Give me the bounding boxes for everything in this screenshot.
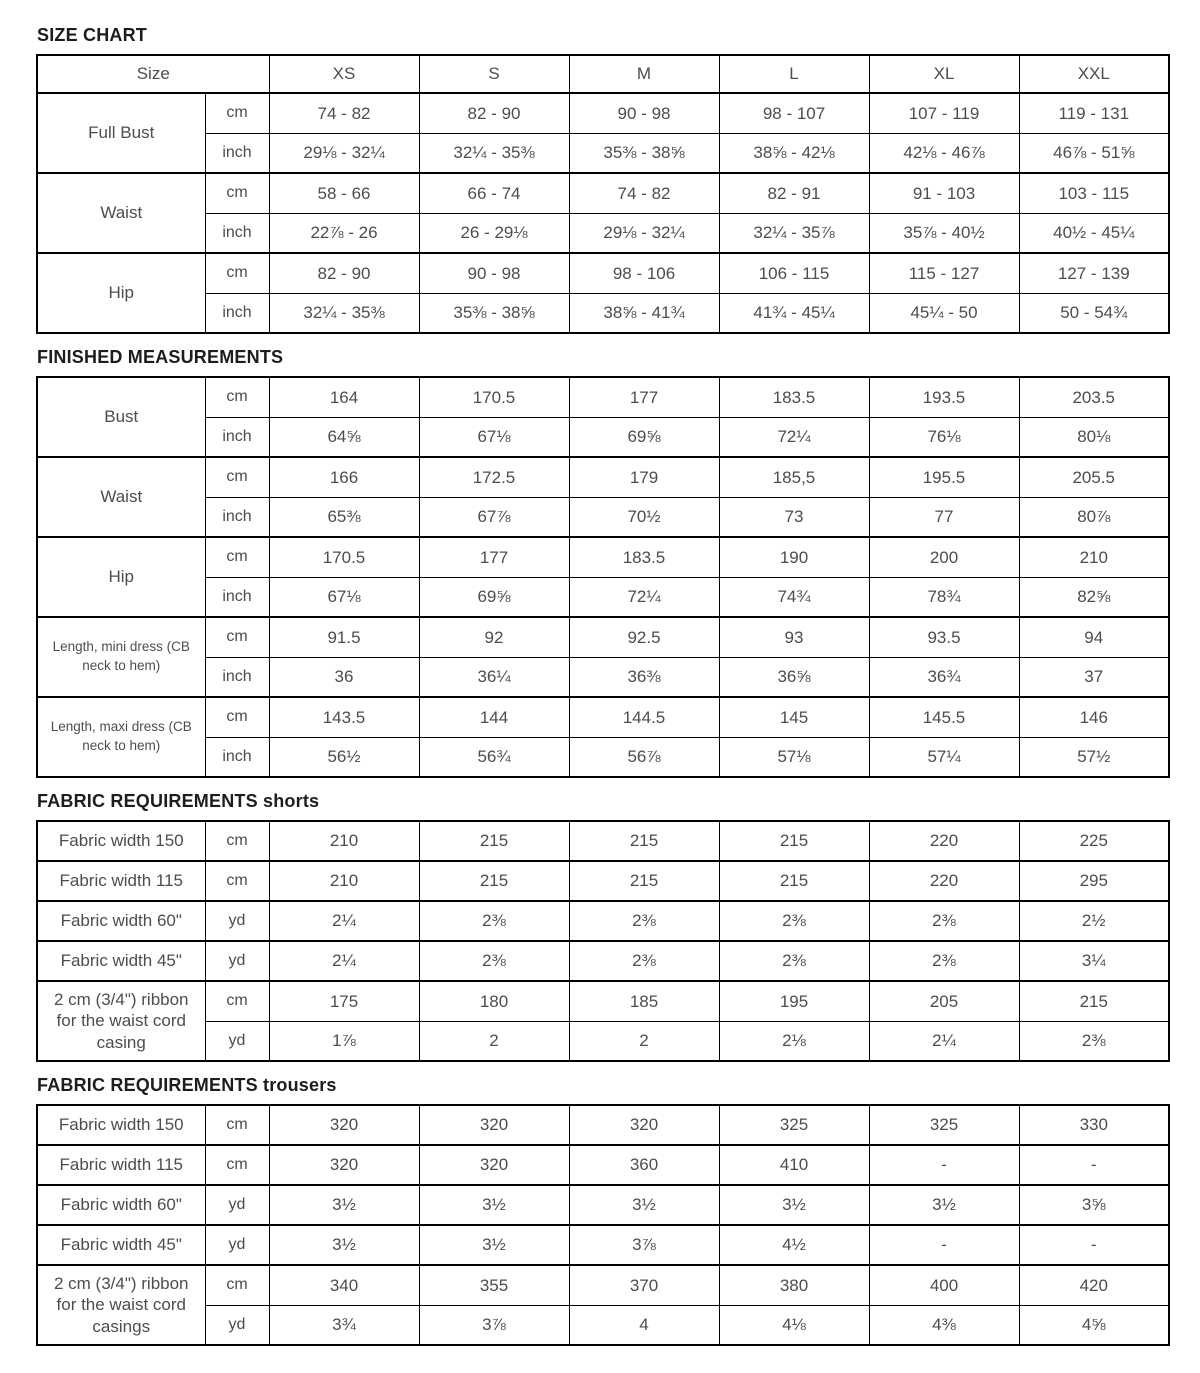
size-header-row xyxy=(37,55,1169,93)
value-cell: 185 xyxy=(569,981,719,1021)
value-cell: 215 xyxy=(719,861,869,901)
value-cell: 170.5 xyxy=(269,537,419,577)
section-fabric-requirements-trousers xyxy=(36,1075,1168,1346)
value-cell: 215 xyxy=(569,821,719,861)
row-label-cell: Hip xyxy=(37,537,205,617)
value-cell: 3⅝ xyxy=(1019,1185,1169,1225)
unit-cell: cm xyxy=(205,253,269,293)
size-chart-table xyxy=(36,54,1170,334)
value-cell: 3¼ xyxy=(1019,941,1169,981)
value-cell: 72¼ xyxy=(569,577,719,617)
value-cell: 106 - 115 xyxy=(719,253,869,293)
unit-cell: inch xyxy=(205,657,269,697)
value-cell: 420 xyxy=(1019,1265,1169,1305)
value-cell: 29⅛ - 32¼ xyxy=(569,213,719,253)
section-size-chart xyxy=(36,25,1168,334)
table-row xyxy=(37,941,1169,981)
unit-cell: inch xyxy=(205,133,269,173)
table-row xyxy=(37,293,1169,333)
value-cell: 66 - 74 xyxy=(419,173,569,213)
value-cell: 205 xyxy=(869,981,1019,1021)
value-cell: 2¼ xyxy=(269,941,419,981)
row-label-cell: Fabric width 45" xyxy=(37,1225,205,1265)
value-cell: 166 xyxy=(269,457,419,497)
value-cell: 183.5 xyxy=(719,377,869,417)
table-row xyxy=(37,1145,1169,1185)
value-cell: 320 xyxy=(419,1145,569,1185)
unit-cell: cm xyxy=(205,377,269,417)
value-cell: 36⅜ xyxy=(569,657,719,697)
value-cell: 203.5 xyxy=(1019,377,1169,417)
table-row xyxy=(37,377,1169,417)
value-cell: 82 - 90 xyxy=(419,93,569,133)
value-cell: 380 xyxy=(719,1265,869,1305)
size-header-cell: XL xyxy=(869,55,1019,93)
value-cell: 2⅜ xyxy=(419,901,569,941)
value-cell: 103 - 115 xyxy=(1019,173,1169,213)
value-cell: 98 - 107 xyxy=(719,93,869,133)
table-row xyxy=(37,1021,1169,1061)
table-row xyxy=(37,657,1169,697)
value-cell: 32¼ - 35⅜ xyxy=(269,293,419,333)
unit-cell: yd xyxy=(205,1225,269,1265)
value-cell: 295 xyxy=(1019,861,1169,901)
table-row xyxy=(37,417,1169,457)
value-cell: - xyxy=(869,1225,1019,1265)
value-cell: 3½ xyxy=(719,1185,869,1225)
section-finished-measurements xyxy=(36,347,1168,778)
row-label-cell: 2 cm (3/4") ribbon for the waist cord casings xyxy=(37,1265,205,1345)
value-cell: - xyxy=(1019,1145,1169,1185)
value-cell: 3½ xyxy=(269,1185,419,1225)
value-cell: 2½ xyxy=(1019,901,1169,941)
size-header-cell: XXL xyxy=(1019,55,1169,93)
value-cell: 2⅛ xyxy=(719,1021,869,1061)
unit-cell: inch xyxy=(205,577,269,617)
value-cell: 215 xyxy=(419,821,569,861)
size-header-cell: XS xyxy=(269,55,419,93)
unit-cell: cm xyxy=(205,1265,269,1305)
row-label-cell: Fabric width 115 xyxy=(37,861,205,901)
value-cell: 2¼ xyxy=(869,1021,1019,1061)
value-cell: 2⅜ xyxy=(719,901,869,941)
value-cell: 320 xyxy=(569,1105,719,1145)
unit-cell: cm xyxy=(205,93,269,133)
value-cell: 90 - 98 xyxy=(569,93,719,133)
value-cell: 45¼ - 50 xyxy=(869,293,1019,333)
value-cell: 210 xyxy=(269,821,419,861)
value-cell: 177 xyxy=(569,377,719,417)
row-label-cell: Fabric width 60" xyxy=(37,901,205,941)
value-cell: 200 xyxy=(869,537,1019,577)
value-cell: 320 xyxy=(419,1105,569,1145)
value-cell: 37 xyxy=(1019,657,1169,697)
value-cell: 29⅛ - 32¼ xyxy=(269,133,419,173)
value-cell: 35⅞ - 40½ xyxy=(869,213,1019,253)
value-cell: 175 xyxy=(269,981,419,1021)
value-cell: 360 xyxy=(569,1145,719,1185)
value-cell: 225 xyxy=(1019,821,1169,861)
value-cell: 69⅝ xyxy=(569,417,719,457)
value-cell: 70½ xyxy=(569,497,719,537)
unit-cell: cm xyxy=(205,173,269,213)
value-cell: 107 - 119 xyxy=(869,93,1019,133)
table-row xyxy=(37,173,1169,213)
value-cell: 4⅛ xyxy=(719,1305,869,1345)
value-cell: 210 xyxy=(269,861,419,901)
row-label-cell: Fabric width 150 xyxy=(37,1105,205,1145)
value-cell: 38⅝ - 42⅛ xyxy=(719,133,869,173)
value-cell: 42⅛ - 46⅞ xyxy=(869,133,1019,173)
value-cell: 195 xyxy=(719,981,869,1021)
section-fabric-requirements-shorts xyxy=(36,791,1168,1062)
value-cell: 82 - 91 xyxy=(719,173,869,213)
value-cell: 38⅝ - 41¾ xyxy=(569,293,719,333)
value-cell: 73 xyxy=(719,497,869,537)
table-row xyxy=(37,1185,1169,1225)
value-cell: 36 xyxy=(269,657,419,697)
value-cell: 58 - 66 xyxy=(269,173,419,213)
value-cell: 57¼ xyxy=(869,737,1019,777)
finished-measurements-heading: FINISHED MEASUREMENTS xyxy=(37,347,284,367)
size-chart-heading: SIZE CHART xyxy=(37,25,147,45)
row-label-cell: Hip xyxy=(37,253,205,333)
value-cell: 215 xyxy=(719,821,869,861)
row-label-cell: Length, mini dress (CB neck to hem) xyxy=(37,617,205,697)
unit-cell: cm xyxy=(205,537,269,577)
value-cell: 3½ xyxy=(269,1225,419,1265)
value-cell: 2⅜ xyxy=(569,941,719,981)
unit-cell: cm xyxy=(205,1105,269,1145)
row-label-cell: Full Bust xyxy=(37,93,205,173)
value-cell: 76⅛ xyxy=(869,417,1019,457)
value-cell: 177 xyxy=(419,537,569,577)
table-row xyxy=(37,457,1169,497)
table-row xyxy=(37,537,1169,577)
value-cell: 3½ xyxy=(869,1185,1019,1225)
table-row xyxy=(37,213,1169,253)
value-cell: 91 - 103 xyxy=(869,173,1019,213)
value-cell: 41¾ - 45¼ xyxy=(719,293,869,333)
unit-cell: cm xyxy=(205,981,269,1021)
value-cell: 2 xyxy=(569,1021,719,1061)
value-cell: 172.5 xyxy=(419,457,569,497)
value-cell: 22⅞ - 26 xyxy=(269,213,419,253)
value-cell: 3½ xyxy=(419,1225,569,1265)
value-cell: 179 xyxy=(569,457,719,497)
value-cell: 92.5 xyxy=(569,617,719,657)
unit-cell: yd xyxy=(205,1021,269,1061)
value-cell: 325 xyxy=(719,1105,869,1145)
value-cell: 190 xyxy=(719,537,869,577)
fabric-requirements-shorts-table xyxy=(36,820,1170,1062)
unit-cell: cm xyxy=(205,861,269,901)
value-cell: 3½ xyxy=(569,1185,719,1225)
value-cell: 320 xyxy=(269,1105,419,1145)
value-cell: 4⅝ xyxy=(1019,1305,1169,1345)
value-cell: 3⅞ xyxy=(569,1225,719,1265)
size-header-cell: L xyxy=(719,55,869,93)
value-cell: 2⅜ xyxy=(719,941,869,981)
unit-cell: cm xyxy=(205,617,269,657)
value-cell: 67⅞ xyxy=(419,497,569,537)
value-cell: 4½ xyxy=(719,1225,869,1265)
value-cell: 410 xyxy=(719,1145,869,1185)
value-cell: 340 xyxy=(269,1265,419,1305)
value-cell: 146 xyxy=(1019,697,1169,737)
value-cell: 35⅜ - 38⅝ xyxy=(419,293,569,333)
table-row xyxy=(37,497,1169,537)
value-cell: 93 xyxy=(719,617,869,657)
value-cell: 57⅛ xyxy=(719,737,869,777)
value-cell: 193.5 xyxy=(869,377,1019,417)
table-row xyxy=(37,1225,1169,1265)
value-cell: 94 xyxy=(1019,617,1169,657)
unit-cell: inch xyxy=(205,737,269,777)
value-cell: 215 xyxy=(1019,981,1169,1021)
value-cell: 64⅝ xyxy=(269,417,419,457)
value-cell: 119 - 131 xyxy=(1019,93,1169,133)
value-cell: 32¼ - 35⅜ xyxy=(419,133,569,173)
value-cell: 370 xyxy=(569,1265,719,1305)
value-cell: 46⅞ - 51⅝ xyxy=(1019,133,1169,173)
value-cell: 26 - 29⅛ xyxy=(419,213,569,253)
unit-cell: cm xyxy=(205,1145,269,1185)
value-cell: 3½ xyxy=(419,1185,569,1225)
unit-cell: yd xyxy=(205,1185,269,1225)
table-row xyxy=(37,861,1169,901)
unit-cell: cm xyxy=(205,457,269,497)
value-cell: 164 xyxy=(269,377,419,417)
value-cell: 180 xyxy=(419,981,569,1021)
value-cell: 4⅜ xyxy=(869,1305,1019,1345)
value-cell: 35⅜ - 38⅝ xyxy=(569,133,719,173)
value-cell: 80⅞ xyxy=(1019,497,1169,537)
table-row xyxy=(37,737,1169,777)
unit-cell: inch xyxy=(205,293,269,333)
table-row xyxy=(37,93,1169,133)
value-cell: 330 xyxy=(1019,1105,1169,1145)
value-cell: 67⅛ xyxy=(269,577,419,617)
value-cell: 215 xyxy=(569,861,719,901)
value-cell: 98 - 106 xyxy=(569,253,719,293)
table-row xyxy=(37,1305,1169,1345)
value-cell: 56⅞ xyxy=(569,737,719,777)
size-header-cell: M xyxy=(569,55,719,93)
table-row xyxy=(37,577,1169,617)
unit-cell: yd xyxy=(205,1305,269,1345)
value-cell: 170.5 xyxy=(419,377,569,417)
table-row xyxy=(37,253,1169,293)
value-cell: 3¾ xyxy=(269,1305,419,1345)
row-label-cell: Waist xyxy=(37,173,205,253)
value-cell: 325 xyxy=(869,1105,1019,1145)
value-cell: 320 xyxy=(269,1145,419,1185)
fabric-requirements-trousers-table xyxy=(36,1104,1170,1346)
value-cell: 77 xyxy=(869,497,1019,537)
row-label-cell: Bust xyxy=(37,377,205,457)
value-cell: 50 - 54¾ xyxy=(1019,293,1169,333)
unit-cell: yd xyxy=(205,901,269,941)
value-cell: 145.5 xyxy=(869,697,1019,737)
unit-cell: inch xyxy=(205,213,269,253)
value-cell: 400 xyxy=(869,1265,1019,1305)
row-label-cell: Fabric width 150 xyxy=(37,821,205,861)
table-row xyxy=(37,1105,1169,1145)
value-cell: 1⅞ xyxy=(269,1021,419,1061)
value-cell: 36¾ xyxy=(869,657,1019,697)
value-cell: 355 xyxy=(419,1265,569,1305)
value-cell: 69⅝ xyxy=(419,577,569,617)
table-row xyxy=(37,901,1169,941)
value-cell: 144.5 xyxy=(569,697,719,737)
value-cell: 185,5 xyxy=(719,457,869,497)
value-cell: - xyxy=(1019,1225,1169,1265)
value-cell: 2⅜ xyxy=(869,901,1019,941)
value-cell: 74 - 82 xyxy=(269,93,419,133)
value-cell: 115 - 127 xyxy=(869,253,1019,293)
value-cell: 215 xyxy=(419,861,569,901)
value-cell: 2⅜ xyxy=(869,941,1019,981)
value-cell: 220 xyxy=(869,821,1019,861)
value-cell: 72¼ xyxy=(719,417,869,457)
row-label-cell: 2 cm (3/4") ribbon for the waist cord casing xyxy=(37,981,205,1061)
value-cell: 57½ xyxy=(1019,737,1169,777)
value-cell: - xyxy=(869,1145,1019,1185)
value-cell: 2⅜ xyxy=(1019,1021,1169,1061)
unit-cell: yd xyxy=(205,941,269,981)
value-cell: 220 xyxy=(869,861,1019,901)
value-cell: 32¼ - 35⅞ xyxy=(719,213,869,253)
row-label-cell: Waist xyxy=(37,457,205,537)
value-cell: 82 - 90 xyxy=(269,253,419,293)
value-cell: 36¼ xyxy=(419,657,569,697)
table-row xyxy=(37,617,1169,657)
value-cell: 3⅞ xyxy=(419,1305,569,1345)
value-cell: 145 xyxy=(719,697,869,737)
value-cell: 56½ xyxy=(269,737,419,777)
value-cell: 2⅜ xyxy=(569,901,719,941)
value-cell: 40½ - 45¼ xyxy=(1019,213,1169,253)
value-cell: 82⅝ xyxy=(1019,577,1169,617)
table-row xyxy=(37,821,1169,861)
value-cell: 80⅛ xyxy=(1019,417,1169,457)
value-cell: 91.5 xyxy=(269,617,419,657)
row-label-cell: Length, maxi dress (CB neck to hem) xyxy=(37,697,205,777)
size-header-label: Size xyxy=(37,55,269,93)
value-cell: 195.5 xyxy=(869,457,1019,497)
value-cell: 67⅛ xyxy=(419,417,569,457)
value-cell: 90 - 98 xyxy=(419,253,569,293)
value-cell: 74 - 82 xyxy=(569,173,719,213)
value-cell: 2¼ xyxy=(269,901,419,941)
value-cell: 78¾ xyxy=(869,577,1019,617)
row-label-cell: Fabric width 45" xyxy=(37,941,205,981)
value-cell: 4 xyxy=(569,1305,719,1345)
table-row xyxy=(37,133,1169,173)
unit-cell: inch xyxy=(205,497,269,537)
value-cell: 2⅜ xyxy=(419,941,569,981)
unit-cell: inch xyxy=(205,417,269,457)
size-header-cell: S xyxy=(419,55,569,93)
value-cell: 210 xyxy=(1019,537,1169,577)
table-row xyxy=(37,697,1169,737)
row-label-cell: Fabric width 115 xyxy=(37,1145,205,1185)
table-row xyxy=(37,1265,1169,1305)
value-cell: 56¾ xyxy=(419,737,569,777)
table-row xyxy=(37,981,1169,1021)
value-cell: 127 - 139 xyxy=(1019,253,1169,293)
value-cell: 183.5 xyxy=(569,537,719,577)
row-label-cell: Fabric width 60" xyxy=(37,1185,205,1225)
value-cell: 93.5 xyxy=(869,617,1019,657)
value-cell: 2 xyxy=(419,1021,569,1061)
value-cell: 74¾ xyxy=(719,577,869,617)
fabric-requirements-trousers-heading: FABRIC REQUIREMENTS trousers xyxy=(37,1075,337,1095)
value-cell: 92 xyxy=(419,617,569,657)
fabric-requirements-shorts-heading: FABRIC REQUIREMENTS shorts xyxy=(37,791,320,811)
value-cell: 65⅜ xyxy=(269,497,419,537)
value-cell: 144 xyxy=(419,697,569,737)
value-cell: 143.5 xyxy=(269,697,419,737)
value-cell: 205.5 xyxy=(1019,457,1169,497)
unit-cell: cm xyxy=(205,697,269,737)
unit-cell: cm xyxy=(205,821,269,861)
value-cell: 36⅝ xyxy=(719,657,869,697)
finished-measurements-table xyxy=(36,376,1170,778)
